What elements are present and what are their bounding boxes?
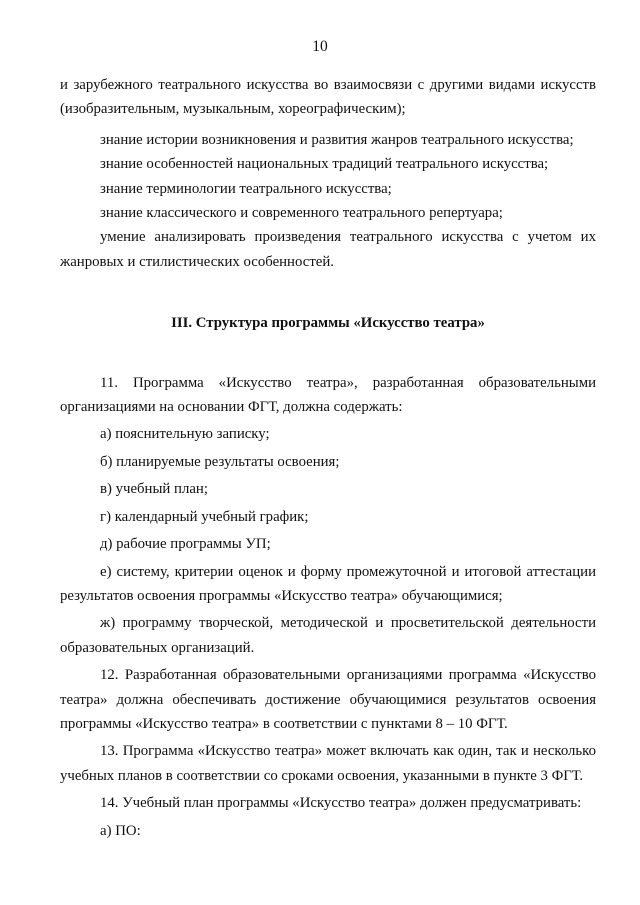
section-title: III. Структура программы «Искусство театра» xyxy=(171,315,485,332)
intro-item: знание истории возникновения и развития жанров театрального искусства; xyxy=(100,131,574,148)
intro-item: знание особенностей национальных традиций театрального искусства; xyxy=(100,156,549,173)
page-number: 10 xyxy=(312,38,328,55)
list-item: б) планируемые результаты освоения; xyxy=(100,453,340,470)
list-item: ж) программу творческой, методической и просветительской деятельности образовательных организаций. xyxy=(60,615,596,656)
paragraph-14-item-a: а) ПО: xyxy=(100,822,141,839)
paragraph-13: 13. Программа «Искусство театра» может включать как один, так и несколько учебных планов в соответствии со сроками освоения, указанными в пункте 3 ФГТ. xyxy=(60,743,596,784)
intro-item: умение анализировать произведения театрального искусства с учетом их жанровых и стилистических особенностей. xyxy=(60,229,596,270)
intro-item: знание классического и современного театрального репертуара; xyxy=(100,205,503,222)
paragraph-14: 14. Учебный план программы «Искусство театра» должен предусматривать: xyxy=(100,795,582,812)
page-content xyxy=(60,73,596,843)
paragraph-12: 12. Разработанная образовательными организациями программа «Искусство театра» должна обеспечивать достижение обучающимися результатов освоения программы «Искусство театра» в соответствии с пунктами 8 – 10 ФГТ. xyxy=(60,667,596,732)
intro-item: знание терминологии театрального искусства; xyxy=(100,180,392,197)
list-item: г) календарный учебный график; xyxy=(100,508,309,525)
paragraph-11-intro: 11. Программа «Искусство театра», разработанная образовательными организациями на основании ФГТ, должна содержать: xyxy=(60,374,596,416)
intro-continuation: и зарубежного театрального искусства во взаимосвязи с другими видами искусств (изобразительным, музыкальным, хореографическим); xyxy=(60,77,596,118)
list-item: а) пояснительную записку; xyxy=(100,426,270,443)
list-item: д) рабочие программы УП; xyxy=(100,536,271,553)
list-item: в) учебный план; xyxy=(100,481,208,498)
list-item: е) систему, критерии оценок и форму промежуточной и итоговой аттестации результатов освоения программы «Искусство театра» обучающимися; xyxy=(60,563,596,604)
